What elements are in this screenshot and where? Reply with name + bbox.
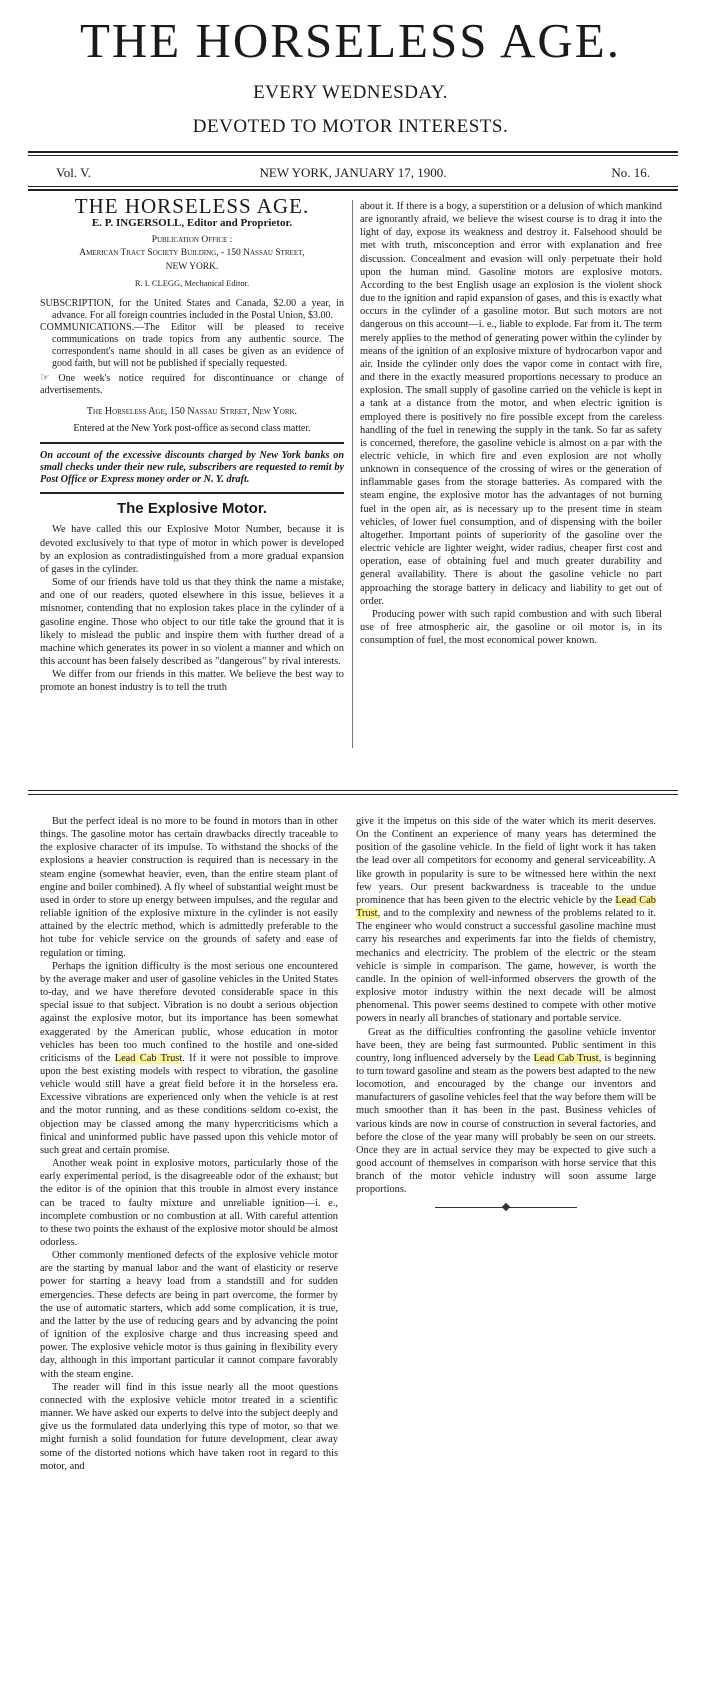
mechanical-editor: R. I. CLEGG, Mechanical Editor. xyxy=(134,277,250,288)
box-rule xyxy=(40,442,344,444)
text-span: , and to the complexity and newness of the problems related to it. The engineer who would construct a successful gasoline machine must carry his researches and experiments far into the fields of chemistry, mechanics and electricity. The problem of the electric or the steam vehicle is simple in comparison. The game, however, is worth the candle. In the opinion of well-informed observers the growth of the explosive motor industry within the next decade will be almost phenomenal. This power seems destined to compete with other motive powers in nearly all branches of stationary and portable service. xyxy=(356,908,656,1025)
article-paragraph: We have called this our Explosive Motor Number, because it is devoted exclusively to that type of motor in which power is developed by an explosion as contradistinguished from a more gradual expansion of gases in the cylinder. xyxy=(40,524,344,575)
address-footer: The Horseless Age, 150 Nassau Street, New York. xyxy=(86,405,298,417)
article-paragraph: Other commonly mentioned defects of the explosive vehicle motor are the starting by manual labor and the want of elasticity or reserve power for starting a heavy load from a standstill and for sudden emergencies. These defects are being in part overcome, the former by the use of automatic starters, which add some complication, it is true, and the latter by the use of reducing gears and by advancing the point of ignition of the explosive charge and thus increasing speed and power. The explosive vehicle motor is thus gaining in flexibility every day, although in this important particular it cannot compare favorably with the steam engine. xyxy=(40,1250,338,1380)
lower-column-2 xyxy=(356,815,656,1214)
article-paragraph xyxy=(356,815,656,1026)
article-paragraph: But the perfect ideal is no more to be found in motors than in other things. The gasoline motor has certain drawbacks directly traceable to the explosive character of its impulse. To withstand the shocks of the explosions a heavier construction is required than is necessary in the steam engine (somewhat heavier, even, than the entire steam plant of engine and boiler combined). A fly wheel of substantial weight must be used in order to store up energy between impulses, and the regular and reliable ignition of the explosive mixture in the cylinder is not easily attained by the electric method, which is admittedly preferable to the hot tube for vehicle service on the grounds of safety and ease of regulation or timing. xyxy=(40,816,338,959)
box-rule-bottom xyxy=(40,492,344,494)
text-span: Great as the difficulties confronting the gasoline vehicle inventor have been, they are being fast surmounted. Public sentiment in this country, long influenced adversely by the xyxy=(356,1026,656,1064)
editorial-column xyxy=(40,194,344,694)
issue-number: No. 16. xyxy=(611,165,650,180)
publication-office-label: Publication Office : xyxy=(151,235,233,246)
place-date: NEW YORK, JANUARY 17, 1900. xyxy=(259,165,447,180)
article-paragraph xyxy=(40,960,338,1157)
article-column-2 xyxy=(360,200,662,647)
volume-label: Vol. V. xyxy=(56,165,92,180)
article-paragraph: The reader will find in this issue nearly all the moot questions connected with the explosive vehicle motor treated in a scientific manner. We have asked our experts to delve into the subject deeply and give us the formulated data underlying this type of motor, so that we might furnish a solid foundation for future development, clear away some of the distorted notions which have taken root in regard to this motor, and xyxy=(40,1381,338,1472)
masthead-motto: DEVOTED TO MOTOR INTERESTS. xyxy=(192,116,509,137)
dateline-rule-2 xyxy=(28,189,678,191)
article-paragraph: Some of our friends have told us that they think the name a mistake, and one of our readers, quoted elsewhere in this issue, believes it a misnomer, contending that no explosion takes place in the cylinder of a gasoline engine. Those who object to our title take the ground that it is likely to mislead the public and inspire them with further dread of a machine which generates its power in so violent a manner and which on this account has been falsely described as "dangerous" by rival interests. xyxy=(40,577,344,667)
article-paragraph: about it. If there is a bogy, a superstition or a delusion of which mankind are ignorantly afraid, we believe the wisest course is to drag it into the light of day, expose its weakness and destroy it. Falsehood should be met with truth, misconception and error with explanation and free discussion. Concealment and evasion will only perpetuate their hold upon the human mind. Gasoline motors are explosive motors. According to the best English usage an explosion is the violent shock due to the ignition and rapid expansion of gases, and this is exactly what occurs in the cylinder of a gasoline motor. But such motors are not dangerous on this account—i. e., liable to explode. Far from it. The term merely applies to the method of generating power within the cylinder by means of the ignition of an explosive mixture of hydrocarbon vapor and air. Inside the cylinder only does the vapor come in contact with fire, and there in the exactly measured proportions necessary to produce an explosion. The small supply of gasoline carried on the vehicle is kept in a tank at a distance from the motor, and when electric ignition is employed there is positively no fire possible except from the careless handling of the fuel in renewing the supply in the tank. So far as safety is concerned, therefore, the gasoline vehicle is almost on a par with the electric vehicle, in which fire and even explosion are not wholly unknown in consequence of the crossing of wires or the generation of inflammable gases from the storage batteries. As compared with the steam engine, the explosive motor has the advantages of not burning fuel in the open air, as is necessary up to the present time in steam vehicles, of lower fuel consumption, and of dispensing with the boiler altogether. Important points of superiority of the gasoline over the electric vehicle are lighter weight, wider radius, cheaper first cost and operation, ease of obtaining fuel and much greater durability and general availability. There is about the gasoline vehicle no part approaching the storage battery in delicacy and liability to get out of order. xyxy=(360,201,662,607)
notice-line xyxy=(40,372,344,397)
section-rule-2 xyxy=(28,794,678,795)
pointing-hand-icon: ☞ xyxy=(40,371,50,384)
subscription-info: SUBSCRIPTION, for the United States and Canada, $2.00 a year, in advance. For all foreign countries included in the Postal Union, $3.00. xyxy=(40,297,344,321)
lead-cab-trust-highlight: Lead Cab Trust xyxy=(114,1052,183,1064)
article-heading: The Explosive Motor. xyxy=(116,500,268,518)
article-paragraph: We differ from our friends in this matter. We believe the best way to promote an honest industry is to tell the truth xyxy=(40,669,344,694)
text-span: , is beginning to turn toward gasoline and steam as the powers best adapted to the new locomotion, and encouraged by the change our inventors and manufacturers of gasoline vehicles feel that the way before them will be much smoother than it has been in the past. Business vehicles of various kinds are now in course of construction in several factories, and before the close of the year many will probably be seen on our streets. Once they are in actual service they may be expected to give such a good account of themselves in comparison with horse service that this branch of the motor vehicle industry will soon assume large proportions. xyxy=(356,1052,656,1196)
masthead-frequency: EVERY WEDNESDAY. xyxy=(253,82,448,103)
masthead-title: THE HORSELESS AGE. xyxy=(79,13,621,68)
dateline-rule-1 xyxy=(28,186,678,187)
notice-week-text: One week's notice required for discontinuance or change of advertisements. xyxy=(40,372,344,396)
top-rule-2 xyxy=(28,155,678,156)
section-rule-1 xyxy=(28,790,678,791)
article-paragraph xyxy=(356,1026,656,1197)
upper-column-divider xyxy=(352,200,353,748)
editor-line: E. P. INGERSOLL, Editor and Proprietor. xyxy=(91,217,293,230)
article-paragraph: Another weak point in explosive motors, particularly those of the early experimental period, is the disagreeable odor of the exhaust; but the editor is of the opinion that this trouble in almost every instance can be traced to faulty mixture and unreliable ignition—i. e., incomplete combustion or no combustion at all. With careful attention to these two points the exhaust of the explosive motor should be almost odorless. xyxy=(40,1158,338,1248)
bank-notice: On account of the excessive discounts charged by New York banks on small checks under their new rule, subscribers are requested to remit by Post Office or Express money order or N. Y. draft. xyxy=(40,450,344,486)
lead-cab-trust-highlight: Lead Cab Trust xyxy=(356,894,656,920)
text-span: . If it were not possible to improve upon the best existing models with respect to vibration, the gasoline vehicle would still have a great field before it in the horseless era. Excessive vibrations are experienced only when the vehicle is at rest and the motor running, and as these conditions seldom co-exist, the objection may be classed among the many hypercriticisms which a finical and uninformed public have passed upon this vehicle motor of such great and certain promise. xyxy=(40,1052,338,1156)
lower-column-1 xyxy=(40,815,338,1473)
top-rule-1 xyxy=(28,151,678,153)
communications-info: COMMUNICATIONS.—The Editor will be pleased to receive communications on trade topics from any authentic source. The correspondent's name should in all cases be given as an evidence of good faith, but will not be published if specially requested. xyxy=(40,321,344,369)
editorial-box-title: THE HORSELESS AGE. xyxy=(74,194,310,218)
entered-line: Entered at the New York post-office as second class matter. xyxy=(73,423,311,435)
address-line-1: American Tract Society Building, - 150 Nassau Street, xyxy=(79,248,305,259)
lead-cab-trust-highlight: Lead Cab Trust xyxy=(533,1052,599,1064)
end-ornament xyxy=(356,1201,656,1214)
article-paragraph: Producing power with such rapid combustion and with such liberal use of free atmospheric air, the gasoline or oil motor is, in its consumption of fuel, the most economical power known. xyxy=(360,608,662,647)
address-line-2: NEW YORK. xyxy=(165,261,219,272)
text-span: give it the impetus on this side of the water which its merit deserves. On the Continent an experience of many years has determined the position of the gasoline vehicle. In the field of light work it has taken the lead over all competitors for economy and general serviceability. A like growth in popularity is sure to be witnessed here within the next few years. Our present backwardness is traceable to the undue prominence that has been given to the electric vehicle by the xyxy=(356,816,656,906)
text-span: Perhaps the ignition difficulty is the most serious one encountered by the average maker and user of gasoline vehicles in the United States to-day, and we have therefore devoted considerable space in this special issue to that subject. Vibration is no doubt a serious objection against the explosive motor, but its importance has been somewhat exaggerated by the American public, whose education in motor vehicles has been too much confined to the hostile and one-sided criticisms of the xyxy=(40,960,338,1064)
